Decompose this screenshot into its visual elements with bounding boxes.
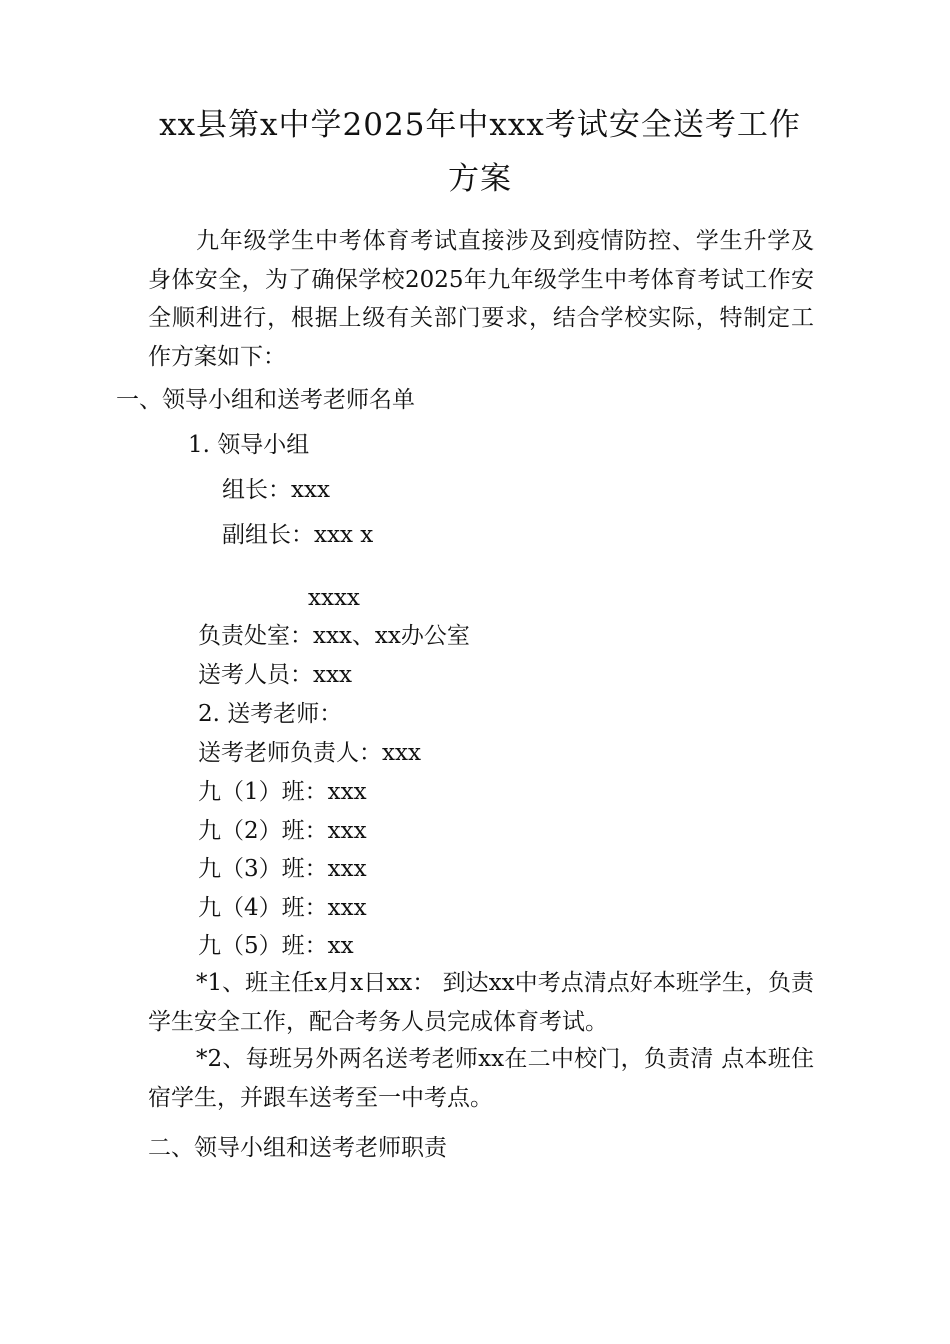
class-5-line: 九（5）班：xx xyxy=(198,933,354,959)
section2-heading: 二、领导小组和送考老师职责 xyxy=(148,1135,447,1161)
document-title-line1: xx县第x中学2025年中xxx考试安全送考工作 xyxy=(159,107,801,143)
class-3-line: 九（3）班：xxx xyxy=(198,856,367,882)
document-title-line2: 方案 xyxy=(448,161,512,197)
escort-staff-line: 送考人员：xxx xyxy=(198,662,352,688)
class-4-line: 九（4）班：xxx xyxy=(198,895,367,921)
teachers-head-line: 送考老师负责人：xxx xyxy=(198,740,421,766)
leader-line: 组长：xxx xyxy=(222,477,330,503)
teachers-heading: 2. 送考老师： xyxy=(198,701,343,727)
note-1-paragraph: *1、班主任x月x日xx： 到达xx中考点清点好本班学生，负责学生安全工作，配合考务人员完成体育考试。 xyxy=(148,970,814,1035)
class-2-line: 九（2）班：xxx xyxy=(198,818,367,844)
responsible-office-line: 负责处室：xxx、xx办公室 xyxy=(198,623,470,649)
deputy-leader-continued: xxxx xyxy=(308,585,360,611)
leader-group-heading: 1. 领导小组 xyxy=(188,432,310,458)
note-2-paragraph: *2、每班另外两名送考老师xx在二中校门，负责清 点本班住宿学生，并跟车送考至一中考点。 xyxy=(148,1046,814,1111)
deputy-leader-line: 副组长：xxx x xyxy=(222,522,374,548)
class-1-line: 九（1）班：xxx xyxy=(198,779,367,805)
section1-heading: 一、领导小组和送考老师名单 xyxy=(116,387,415,413)
intro-paragraph: 九年级学生中考体育考试直接涉及到疫情防控、学生升学及身体安全，为了确保学校2025年九年级学生中考体育考试工作安全顺利进行，根据上级有关部门要求，结合学校实际，特制定工作方案如下： xyxy=(148,228,814,370)
